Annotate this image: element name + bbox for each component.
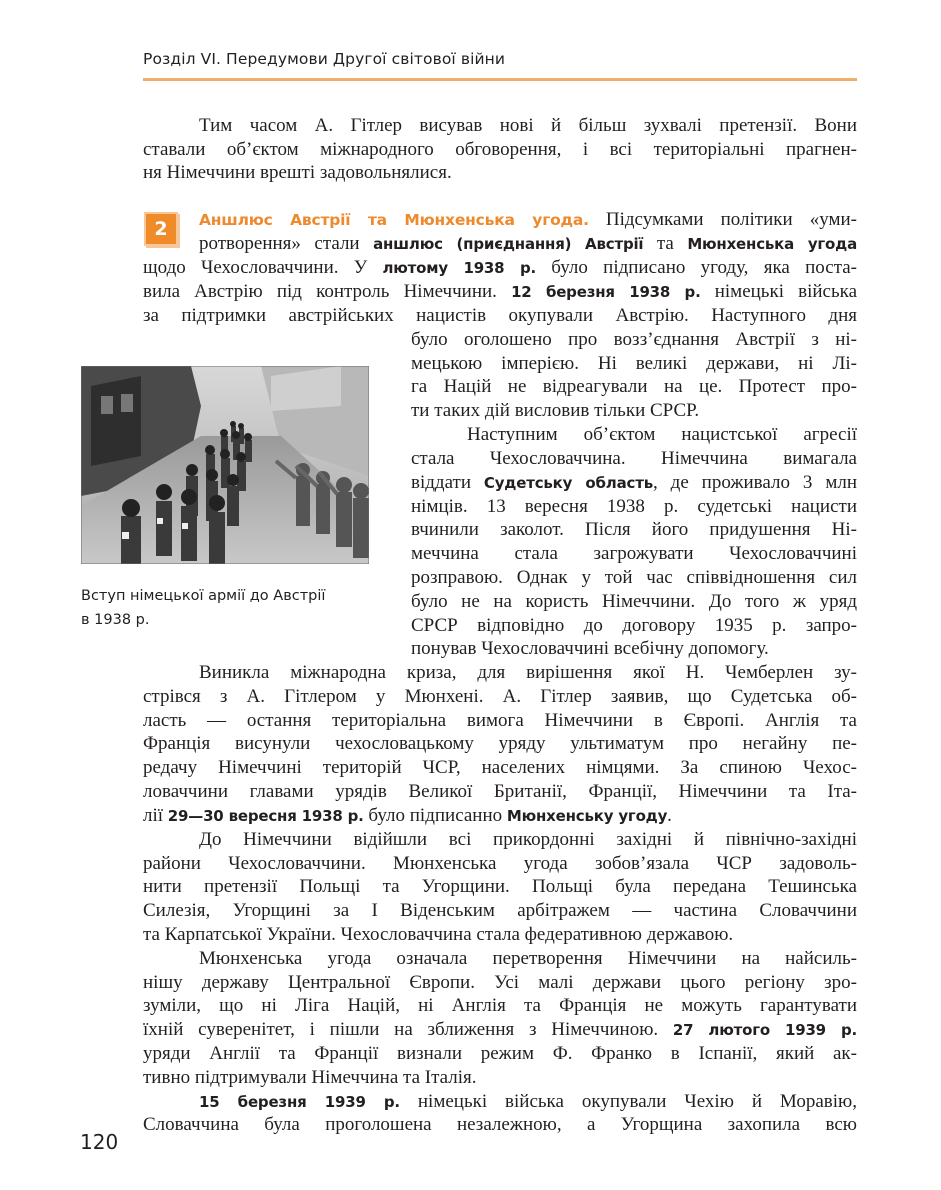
p2-text-2a: ротворення» стали <box>199 233 374 254</box>
caption-line-1: Вступ німецької армії до Австрії <box>81 588 326 604</box>
intro-line-2: ставали об’єктом міжнародного обговорення, і всі територіальні прагнен- <box>143 139 857 160</box>
photo-caption <box>81 584 371 632</box>
p3-line-3 <box>411 471 857 495</box>
date-mar-12-1938: 12 березня 1938 р. <box>511 283 701 301</box>
p2-line-3 <box>143 256 857 280</box>
p3-text-3a: віддати <box>411 472 484 493</box>
section-title: Аншлюс Австрії та Мюнхенська угода. <box>199 211 589 229</box>
p4-line-1: Виникла міжнародна криза, для вирішення якої Н. Чемберлен зу- <box>199 662 857 683</box>
header-divider <box>143 78 857 81</box>
p3-text-3c: , де проживало 3 млн <box>652 472 857 493</box>
p3-line-5: вчинили заколот. Після його придушення Ні- <box>411 519 857 540</box>
p2-text-2c: та <box>643 233 688 254</box>
p6-line-4 <box>143 1018 857 1042</box>
p2-line-9: ти таких дій висловив тільки СРСР. <box>411 400 700 421</box>
p2-line-5: за підтримки австрійських нацистів окупували Австрію. Наступного дня <box>143 305 857 326</box>
p5-line-1: До Німеччини відійшли всі прикордонні західні й північно-західні <box>199 829 857 850</box>
intro-line-3: ня Німеччини врешті задовольнялися. <box>143 162 452 183</box>
p4-line-6: ловаччини главами урядів Великої Британії, Франції, Німеччини та Іта- <box>143 781 857 802</box>
p4-line-7 <box>143 804 857 828</box>
p4-text-7c: було підписанно <box>363 805 507 826</box>
p3-line-10: понував Чехословаччині всебічну допомогу. <box>411 638 769 659</box>
p2-line-8: га Націй не відреагували на це. Протест про- <box>411 376 857 397</box>
date-feb-27-1939: 27 лютого 1939 р. <box>672 1021 857 1039</box>
p4-line-5: редачу Німеччині територій ЧСР, населених німцями. За спиною Чехос- <box>143 757 857 778</box>
term-anschluss: аншлюс (приєднання) Австрії <box>373 235 644 253</box>
p5-line-2: райони Чехословаччини. Мюнхенська угода зобов’язала ЧСР задоволь- <box>143 853 857 874</box>
page-number: 120 <box>80 1130 119 1154</box>
p3-line-1: Наступним об’єктом нацистської агресії <box>467 424 857 445</box>
p7-line-1 <box>199 1090 857 1114</box>
p7-line-2: Словаччина була проголошена незалежною, а Угорщина захопила всю <box>143 1114 857 1135</box>
p7-text-1b: німецькі війська окупували Чехію й Моравію, <box>399 1091 857 1112</box>
p6-line-2: нішу державу Центральної Європи. Усі малі держави цього регіону зро- <box>143 972 857 993</box>
chapter-header: Розділ VI. Передумови Другої світової війни <box>143 50 506 68</box>
p2-text-1: Підсумками політики «уми- <box>605 209 857 230</box>
intro-line-1: Тим часом А. Гітлер висував нові й більш зухвалі претензії. Вони <box>199 115 857 136</box>
p3-line-8: було не на користь Німеччини. До того ж уряд <box>411 591 857 612</box>
p4-text-7e: . <box>667 805 672 826</box>
p4-line-4: Франція висунули чехословацькому уряду ультиматум про негайну пе- <box>143 733 857 754</box>
historical-photo <box>81 366 369 564</box>
p2-line-7: мецькою імперією. Ні великі держави, ні Лі- <box>411 353 857 374</box>
p2-text-4a: вила Австрію під контроль Німеччини. <box>143 281 512 302</box>
p6-line-3: зуміли, що ні Ліга Націй, ні Англія та Франція не можуть гарантувати <box>143 995 857 1016</box>
term-munich-agreement-2: Мюнхенську угоду <box>506 807 668 825</box>
date-sep-29-30-1938: 29—30 вересня 1938 р. <box>167 807 364 825</box>
p2-line-6: було оголошено про возз’єднання Австрії з ні- <box>411 329 857 350</box>
p3-line-2: стала Чехословаччина. Німеччина вимагала <box>411 448 857 469</box>
p2-text-4c: німецькі війська <box>700 281 857 302</box>
p3-line-9: СРСР відповідно до договору 1935 р. запро- <box>411 615 857 636</box>
date-feb-1938: лютому 1938 р. <box>382 259 536 277</box>
p6-line-1: Мюнхенська угода означала перетворення Німеччини на найсиль- <box>199 948 857 969</box>
p3-line-7: розправою. Однак у той час співвідношення сил <box>411 567 857 588</box>
p2-text-3a: щодо Чехословаччини. У <box>143 257 383 278</box>
p5-line-5: та Карпатської України. Чехословаччина стала федеративною державою. <box>143 924 734 945</box>
section-number-badge: 2 <box>144 212 178 246</box>
p3-line-6: меччина стала загрожувати Чехословаччині <box>411 543 857 564</box>
caption-line-2: в 1938 р. <box>81 612 150 628</box>
term-sudetenland: Судетську область <box>483 474 653 492</box>
p3-line-4: німців. 13 вересня 1938 р. судетські нацисти <box>411 496 857 517</box>
term-munich-agreement: Мюнхенська угода <box>687 235 857 253</box>
date-mar-15-1939: 15 березня 1939 р. <box>199 1093 400 1111</box>
p2-line-2 <box>199 232 857 256</box>
p6-line-6: тивно підтримували Німеччина та Італія. <box>143 1067 477 1088</box>
p4-text-7a: лії <box>143 805 168 826</box>
p5-line-4: Силезія, Угорщині за І Віденським арбітражем — частина Словаччини <box>143 900 857 921</box>
p2-text-3c: було підписано угоду, яка поста- <box>536 257 857 278</box>
p6-text-4a: їхній суверенітет, і пішли на зближення з Німеччиною. <box>143 1019 673 1040</box>
p4-line-2: стрівся з А. Гітлером у Мюнхені. А. Гітлер заявив, що Судетська об- <box>143 686 857 707</box>
p4-line-3: ласть — остання територіальна вимога Німеччини в Європі. Англія та <box>143 710 857 731</box>
p6-line-5: уряди Англії та Франції визнали режим Ф. Франко в Іспанії, який ак- <box>143 1043 857 1064</box>
p2-line-4 <box>143 280 857 304</box>
photo-illustration <box>81 366 369 564</box>
p5-line-3: нити претензії Польщі та Угорщини. Польщі була передана Тешинська <box>143 876 857 897</box>
section-heading-line <box>199 208 857 232</box>
